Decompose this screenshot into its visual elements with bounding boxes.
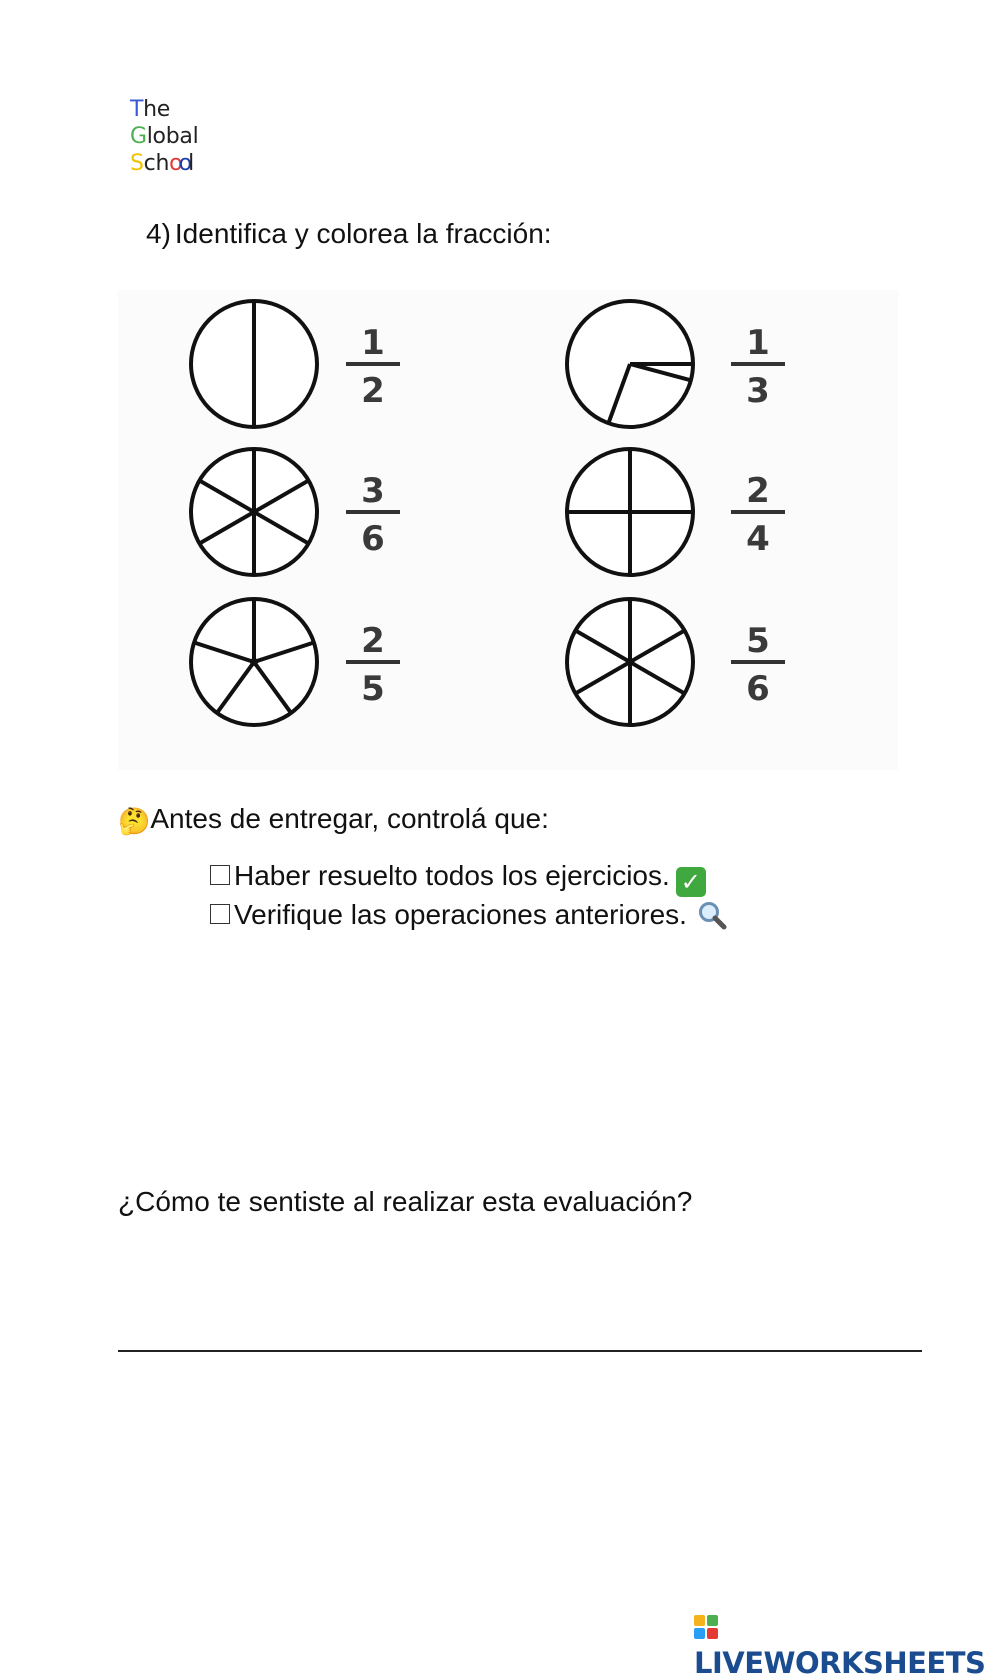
fraction-denominator: 5 [361,669,385,709]
checkbox[interactable] [210,865,230,885]
checklist-item [210,858,727,897]
fraction-denominator: 2 [361,371,385,411]
checklist-heading [118,803,549,837]
fraction-numerator: 2 [361,621,385,661]
logo-line-global: Global [130,124,199,149]
thinking-face-icon: 🤔 [118,807,151,837]
fraction-center-dot [250,508,258,516]
question-number: 4) [146,218,171,249]
question-title [146,218,552,250]
check-mark-icon: ✓ [676,867,706,897]
fraction-numerator: 3 [361,471,385,511]
checkbox[interactable] [210,904,230,924]
fraction-numerator: 1 [746,323,770,363]
fraction-numerator: 2 [746,471,770,511]
checklist-item-text: Haber resuelto todos los ejercicios. [234,860,670,891]
fraction-denominator: 3 [746,371,770,411]
fraction-circles-svg [118,290,898,770]
answer-line[interactable] [118,1350,922,1352]
fraction-denominator: 6 [746,669,770,709]
checklist-item [210,897,727,939]
logo-ring: o [178,151,189,176]
logo-line-the: The [130,97,171,122]
checklist [210,858,727,939]
liveworksheets-logo-icon [694,1612,718,1646]
fraction-denominator: 6 [361,519,385,559]
logo-line-school: School [130,151,194,176]
magnifier-icon [697,900,727,939]
question-text: Identifica y colorea la fracción: [174,218,552,249]
liveworksheets-brand [694,1608,1000,1680]
fraction-circles-figure [118,290,898,770]
checklist-heading-text: Antes de entregar, controlá que: [150,803,549,834]
logo-rings [169,151,188,176]
brand-text: LIVEWORKSHEETS [694,1646,986,1680]
fraction-numerator: 5 [746,621,770,661]
checklist-item-text: Verifique las operaciones anteriores. [234,899,687,930]
feedback-question: ¿Cómo te sentiste al realizar esta evaluación? [118,1186,693,1217]
school-logo [130,96,198,177]
fraction-denominator: 4 [746,519,770,559]
fraction-center-dot [626,658,634,666]
logo-ring: o [169,151,179,176]
fraction-center-dot [250,658,258,666]
fraction-numerator: 1 [361,323,385,363]
